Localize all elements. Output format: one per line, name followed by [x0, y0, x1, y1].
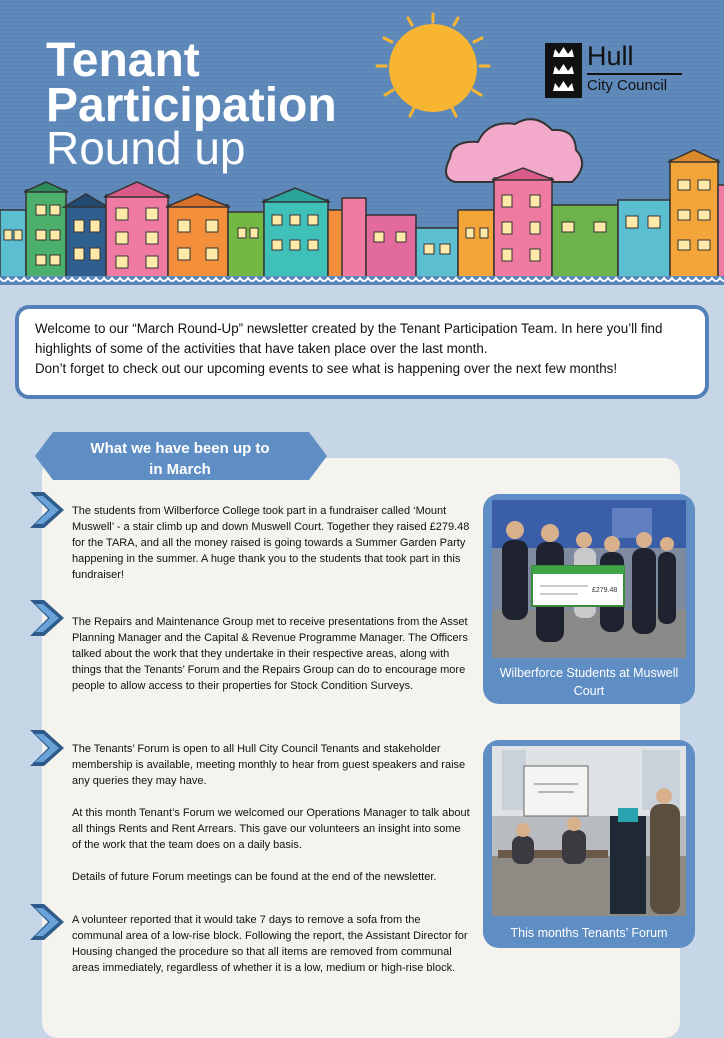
crown-crest-icon [545, 43, 582, 98]
welcome-paragraph-2: Don’t forget to check out our upcoming events to see what is happening over the next few months! [35, 361, 618, 376]
photo-caption: Wilberforce Students at Muswell Court [499, 666, 679, 698]
news-item-text: The Repairs and Maintenance Group met to receive presentations from the Asset Planning Manager and the Capital & Revenue Programme Manager. The Officers talked about the work that they undertake in their respective areas, along with things that the Tenants’ Forum and the Repairs Group can do to encourage more people to allow access to their properties for Stock Condition Surveys. [72, 616, 468, 692]
title-line-1: Tenant [46, 34, 200, 87]
news-item-fundraiser [72, 503, 472, 583]
photo-card-students [483, 494, 695, 704]
cheque-icon [532, 566, 624, 606]
photo-caption: This months Tenants’ Forum [510, 926, 668, 940]
cheque-amount: £279.48 [592, 587, 618, 594]
news-item-text: The Tenants’ Forum is open to all Hull City Council Tenants and stakeholder membership is available, meeting monthly to hear from guest speakers and raise any queries they may have. [72, 743, 466, 787]
logo-hull-text: Hull [587, 41, 634, 71]
chevron-right-icon [28, 728, 68, 768]
chevron-right-icon [28, 902, 68, 942]
title-line-3: Round up [46, 122, 246, 174]
forum-photo [492, 746, 686, 916]
title-line-2: Participation [46, 79, 337, 132]
hull-city-council-logo [545, 43, 685, 99]
section-heading [60, 438, 300, 480]
news-item-volunteer-report [72, 912, 472, 976]
students-photo [492, 500, 686, 658]
header-banner [0, 0, 724, 285]
photo-card-forum [483, 740, 695, 948]
news-item-text: A volunteer reported that it would take 7 days to remove a sofa from the communal area of a low-rise block. Following the report, the Assistant Director for Housing changed the procedure so that all items are removed from communal areas immediately, regardless of whether it is a low, medium or high-rise block. [72, 914, 468, 974]
welcome-paragraph-1: Welcome to our “March Round-Up” newsletter created by the Tenant Participation Team. In here you’ll find highlights of some of the activities that have taken place over the last month. [35, 321, 663, 356]
news-item-repairs-group [72, 614, 472, 694]
chevron-right-icon [28, 490, 68, 530]
logo-divider [587, 73, 682, 75]
section-heading-line-2: in March [149, 461, 211, 478]
news-item-text-2: At this month Tenant’s Forum we welcomed our Operations Manager to talk about all things Rents and Rent Arrears. This gave our volunteers an insight into some of the work that the team does on a daily basis. [72, 807, 470, 851]
news-item-text-3: Details of future Forum meetings can be found at the end of the newsletter. [72, 871, 437, 883]
chevron-right-icon [28, 598, 68, 638]
section-heading-line-1: What we have been up to [90, 440, 270, 457]
news-item-text: The students from Wilberforce College took part in a fundraiser called ‘Mount Muswell’ - a stair climb up and down Muswell Court. Together they raised £279.48 for the TARA, and all the money raised is going towards a Summer Garden Party happening in the summer. A huge thank you to the students that took part in this fundraiser! [72, 505, 470, 581]
welcome-box [15, 305, 709, 399]
sun-icon [389, 24, 477, 112]
news-item-tenants-forum [72, 741, 472, 885]
logo-city-council-text: City Council [587, 77, 668, 94]
